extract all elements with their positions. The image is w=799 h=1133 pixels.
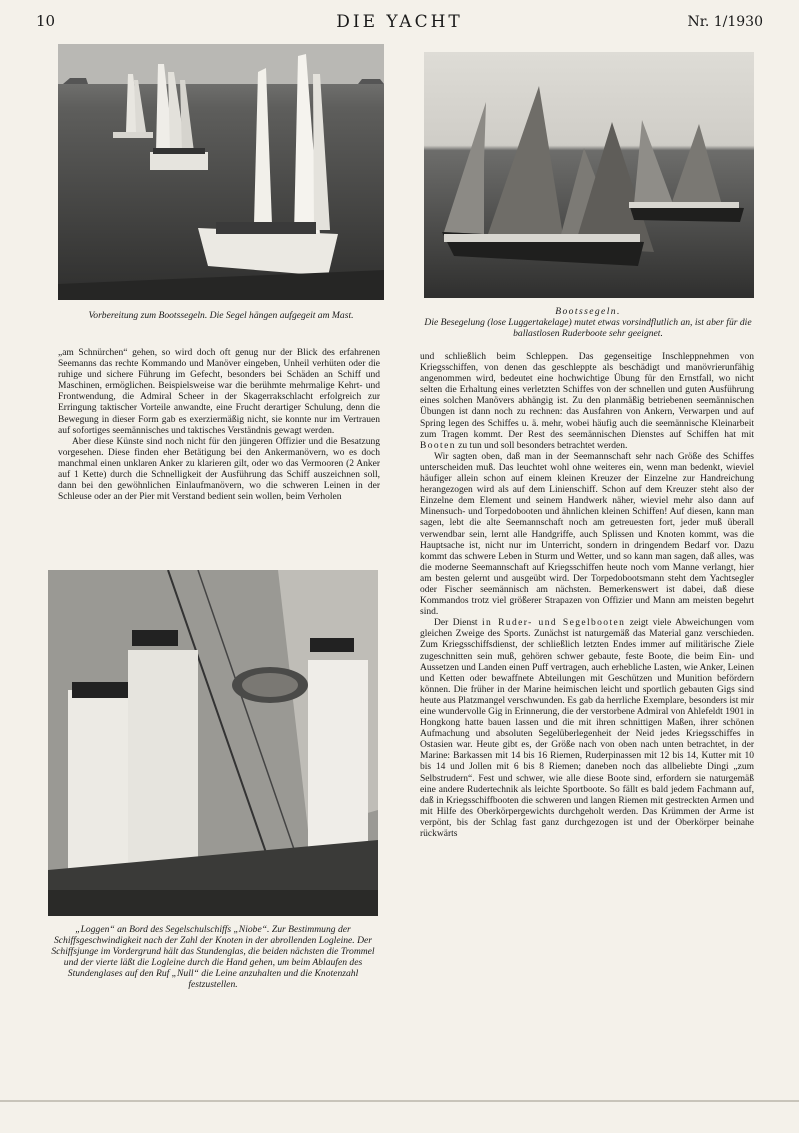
left-paragraph-2: Aber diese Künste sind noch nicht für den jüngeren Offizier und die Besatzung vorgesehen. Diese finden eher Betätigung bei den Ankermanövern, wo es doch manchmal einen unklaren Anker zu klarieren gilt, oder wo das Vermooren (2 Anker auf 1 Kette) durch die Schnelligkeit der Ausführung das Schiff auszeichnen soll, dann bei den gewöhnlichen Einlaufmanövern, wo die schweren Leinen in der Schleuse oder an der Pier mit Verstand bedient sein wollen, beim Verholen [58,436,380,503]
caption-photo2 [418,306,758,339]
right-paragraph-2: Wir sagten oben, daß man in der Seemannschaft sehr nach Größe des Schiffes unterscheiden muß. Das leuchtet wohl ohne weiteres ein, wenn man bedenkt, wieviel häufiger allein schon auf einem kleinen Kreuzer der Einzelne zur Handreichung herangezogen wird als auf dem Linienschiff. Schon auf dem Kreuzer steht also der Einzelne dem Element und seinem Handwerk näher, wieviel mehr also dann auf Minensuch- und Torpedobooten und ähnlichen kleinen Schiffen! Auf diesen, kann man sagen, lebt die alte Seemannschaft noch am getreuesten fort, jeder muß überall verwendbar sein, lernt alle Handgriffe, auch Splissen und Knoten kommt, was die Hauptsache ist, nicht nur im Unterricht, sondern in dringendem Bedarf vor. Dazu kommt das schwere Leben in Sturm und Wetter, und so kann man sagen, daß alles, was die moderne Seemannschaft auf Kriegsschiffen heute noch vom Manne verlangt, hier am besten gelernt und ausgeübt wird. Der Torpedobootsmann steht dem Yachtsegler oder Fischer seemännisch am nächsten. Bemerkenswert ist dabei, daß diese Kommandos trotz viel größerer Strapazen von Offizier und Mann am meisten begehrt sind. [420,451,754,618]
caption-photo2-title: Bootssegeln. [555,306,621,317]
magazine-title: DIE YACHT [336,12,463,32]
text-column-left [58,348,380,564]
page-number: 10 [36,12,56,30]
right-paragraph-3-lead: Der Dienst [434,618,478,629]
right-paragraph-1 [420,352,754,452]
page-bottom-rule [0,1100,799,1102]
issue-number: Nr. 1/1930 [687,14,763,30]
right-paragraph-1-end: zu tun und soll besonders betrachtet werden. [458,440,628,451]
right-paragraph-3 [420,618,754,840]
caption-photo1: Vorbereitung zum Bootssegeln. Die Segel hängen aufgegeit am Mast. [88,310,354,321]
right-paragraph-3-spaced: in Ruder- und Segelbooten [482,618,626,629]
caption-photo2-text: Die Besegelung (lose Luggertakelage) mutet etwas vorsindflutlich an, ist aber für die ballastlosen Ruderboote sehr geeignet. [424,317,752,339]
text-column-right [420,352,754,1100]
photo-boat-preparation [58,44,384,300]
right-paragraph-1-text: und schließlich beim Schleppen. Das gegenseitige Inschleppnehmen von Kriegsschiffen, von denen das geschleppte als beschädigt und manövrierunfähig angenommen wird, bedeutet eine hochwichtige Übung für den Ernstfall, wo nicht selten die Erhaltung eines verletzten Schiffes von der schnellen und guten Ausführung eines solchen Manövers abhängig ist. Zu den planmäßig betriebenen seemännischen Übungen ist dann noch zu rechnen: das Ausfahren von Ankern, Verwarpen und auf Spring legen des Schiffes u. ä. mehr, wobei häufig auch die seemännische Kleinarbeit zum Tragen kommt. Der Rest des seemännischen Dienstes auf Schiffen hat mit [420,352,754,440]
photo-boats-sailing [424,52,754,298]
right-paragraph-3-text: zeigt viele Abweichungen vom gleichen Zweige des Sports. Zunächst ist naturgemäß das Material ganz verschieden. Zum Kriegsschiffsdienst, der schließlich letzten Endes immer auf militärische Ziele zugeschnitten sein muß, gehören schwer gebaute, feste Boote, die beim Ein- und Aussetzen und Landen einen Puff vertragen, auch erhebliche Lasten, wie Anker, Leinen und Ketten oder bewaffnete Abteilungen mit Geschützen und Munition befördern können. Die früher in der Marine heimischen leicht und sportlich gebauten Gigs sind heute aus Platzmangel verschwunden. Es gab da herrliche Exemplare, besonders ist mir eine wundervolle Gig in Erinnerung, die der verstorbene Admiral von Ahlefeldt 1901 in Hongkong hatte bauen lassen und die mit ihren schnittigen Maßen, ihrer schönen Aufmachung und absoluten Segelüberlegenheit der Neid jedes Kriegsschiffes in Ostasien war. Heute gibt es, der Größe nach von oben nach unten betrachtet, in der Marine: Barkassen mit 14 bis 16 Riemen, Ruderpinassen mit 12 bis 14, Kutter mit 10 bis 14 und Jollen mit 6 bis 8 Riemen; daneben noch das allbeliebte Dingi „zum Selbstrudern“. Fest und schwer, wie alle diese Boote sind, erfordern sie naturgemäß eine andere Rudertechnik als leichte Sportboote. So fällt es bald jedem Fachmann auf, daß in Kriegsschiffbooten die schweren und langen Riemen mit gestreckten Armen und mit Hilfe des Oberkörpergewichts durchgeholt werden. Das Krümmen der Arme ist verpönt, bis der Schlag fast ganz durchgezogen ist und der Oberkörper beinahe rückwärts [420,618,754,840]
left-paragraph-1: „am Schnürchen“ gehen, so wird doch oft genug nur der Blick des erfahrenen Seemanns das rechte Kommando und Manöver eingeben, Unheil verhüten oder die ruhige und sichere Führung im Gefecht, besonders bei Schäden an Schiff und Maschinen, ermöglichen. Beispielsweise war die berühmte mehrmalige Kehrt- und Frontwendung, die Admiral Scheer in der Skagerrakschlacht erfolgreich zur Erringung taktischer Vorteile anwandte, eine Frucht derartiger Schulung, denn die Bewegung in dieser Form gab es exerziermäßig nicht, sie konnte nur im Vertrauen auf sofortiges seemännisches und taktisches Verständnis gewagt werden. [58,348,380,436]
photo-logging-niobe [48,570,378,916]
right-paragraph-1-spaced: Booten [420,440,456,451]
caption-photo3: „Loggen“ an Bord des Segelschulschiffs „Niobe“. Zur Bestimmung der Schiffsgeschwindigkeit nach der Zahl der Knoten in der abrollenden Logleine. Der Schiffsjunge im Vordergrund hält das Stundenglas, die beiden nächsten die Trommel und der vierte läßt die Logleine durch die Hand gehen, um beim Ablaufen des Stundenglases auf den Ruf „Null“ die Leine anzuhalten und die Knotenzahl festzustellen. [51,924,375,990]
